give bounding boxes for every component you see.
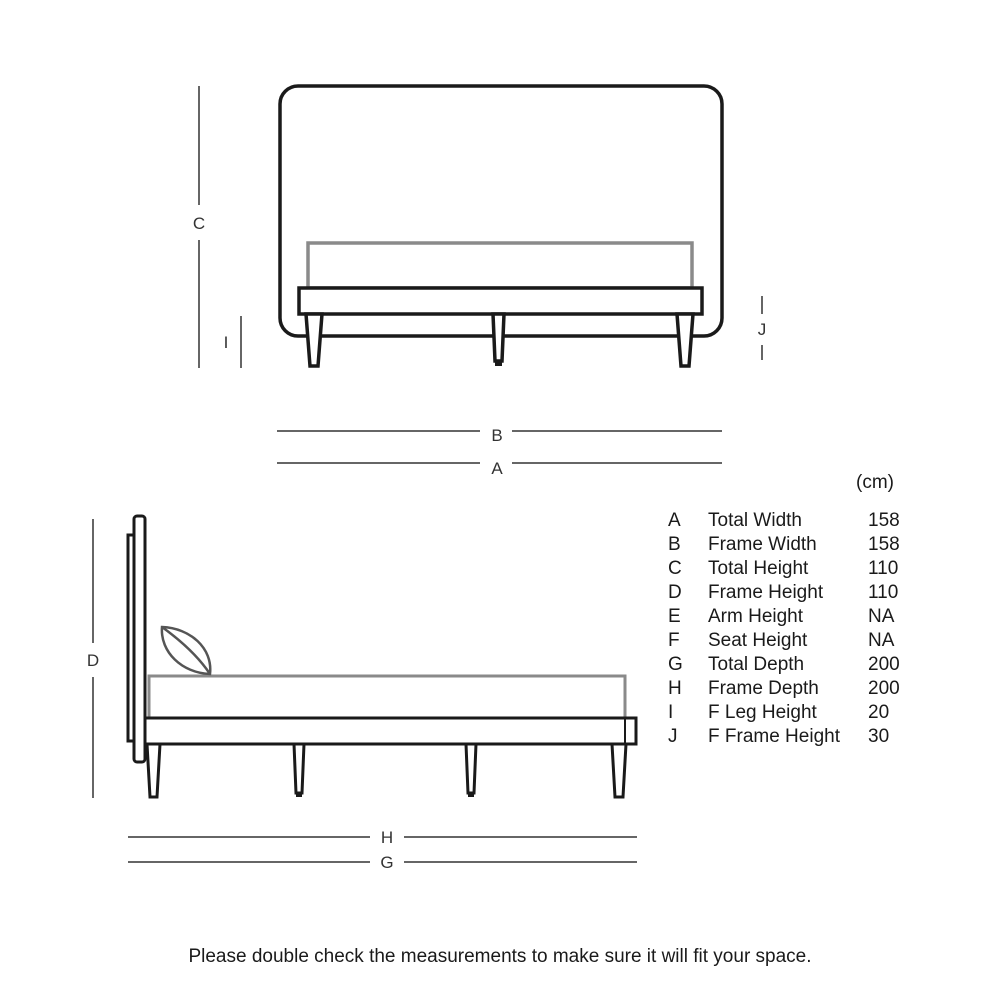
spec-value: 200 (868, 654, 900, 675)
spec-name: Total Height (708, 558, 809, 579)
dim-label-g: G (380, 853, 394, 872)
spec-letter: J (668, 726, 678, 747)
spec-row (668, 701, 900, 725)
spec-name: Arm Height (708, 606, 804, 627)
dim-label-b: B (491, 426, 503, 445)
front-leg-left (306, 314, 322, 366)
side-leg-mid-1-foot (296, 793, 302, 797)
side-headboard (134, 516, 145, 762)
spec-letter: I (668, 702, 674, 723)
spec-value: NA (868, 606, 895, 627)
side-view (128, 516, 636, 797)
front-mattress (308, 243, 692, 288)
front-leg-center-foot (495, 361, 502, 366)
side-leg-mid-1 (294, 744, 304, 793)
dim-label-h: H (380, 828, 394, 847)
side-leg-mid-2-foot (468, 793, 474, 797)
footer-note: Please double check the measurements to make sure it will fit your space. (188, 946, 812, 967)
spec-row (668, 557, 900, 581)
spec-value: NA (868, 630, 895, 651)
spec-name: Frame Depth (708, 678, 819, 699)
dim-label-j: J (757, 320, 767, 339)
spec-letter: E (668, 606, 681, 627)
spec-letter: G (668, 654, 683, 675)
spec-letter: F (668, 630, 680, 651)
spec-value: 200 (868, 678, 900, 699)
spec-letter: D (668, 582, 682, 603)
dim-label-c: C (192, 214, 206, 233)
side-frame (145, 718, 636, 744)
spec-letter: H (668, 678, 682, 699)
spec-value: 110 (868, 582, 899, 603)
spec-row (668, 581, 900, 605)
spec-value: 20 (868, 702, 890, 723)
spec-row (668, 653, 900, 677)
side-leg-back (612, 744, 626, 797)
spec-table (668, 509, 900, 749)
side-pillow (162, 627, 210, 674)
spec-name: F Leg Height (708, 702, 817, 723)
front-frame (299, 288, 702, 314)
spec-name: Frame Width (708, 534, 817, 555)
spec-row (668, 629, 900, 653)
front-view (280, 86, 722, 366)
spec-value: 158 (868, 534, 900, 555)
unit-label: (cm) (856, 472, 894, 493)
spec-letter: A (668, 510, 681, 531)
spec-name: Frame Height (708, 582, 824, 603)
spec-name: Seat Height (708, 630, 808, 651)
spec-row (668, 725, 900, 749)
front-leg-center (493, 314, 504, 361)
spec-letter: B (668, 534, 681, 555)
spec-value: 158 (868, 510, 900, 531)
spec-value: 110 (868, 558, 899, 579)
spec-row (668, 677, 900, 701)
front-leg-right (677, 314, 693, 366)
spec-name: Total Width (708, 510, 802, 531)
spec-row (668, 533, 900, 557)
side-leg-front (147, 744, 160, 797)
spec-row (668, 605, 900, 629)
spec-name: F Frame Height (708, 726, 840, 747)
dim-label-i: I (223, 333, 229, 352)
spec-letter: C (668, 558, 682, 579)
dim-label-d: D (86, 651, 100, 670)
spec-row (668, 509, 900, 533)
spec-value: 30 (868, 726, 890, 747)
side-mattress (149, 676, 625, 718)
side-leg-mid-2 (466, 744, 476, 793)
dim-label-a: A (491, 459, 503, 478)
spec-name: Total Depth (708, 654, 805, 675)
